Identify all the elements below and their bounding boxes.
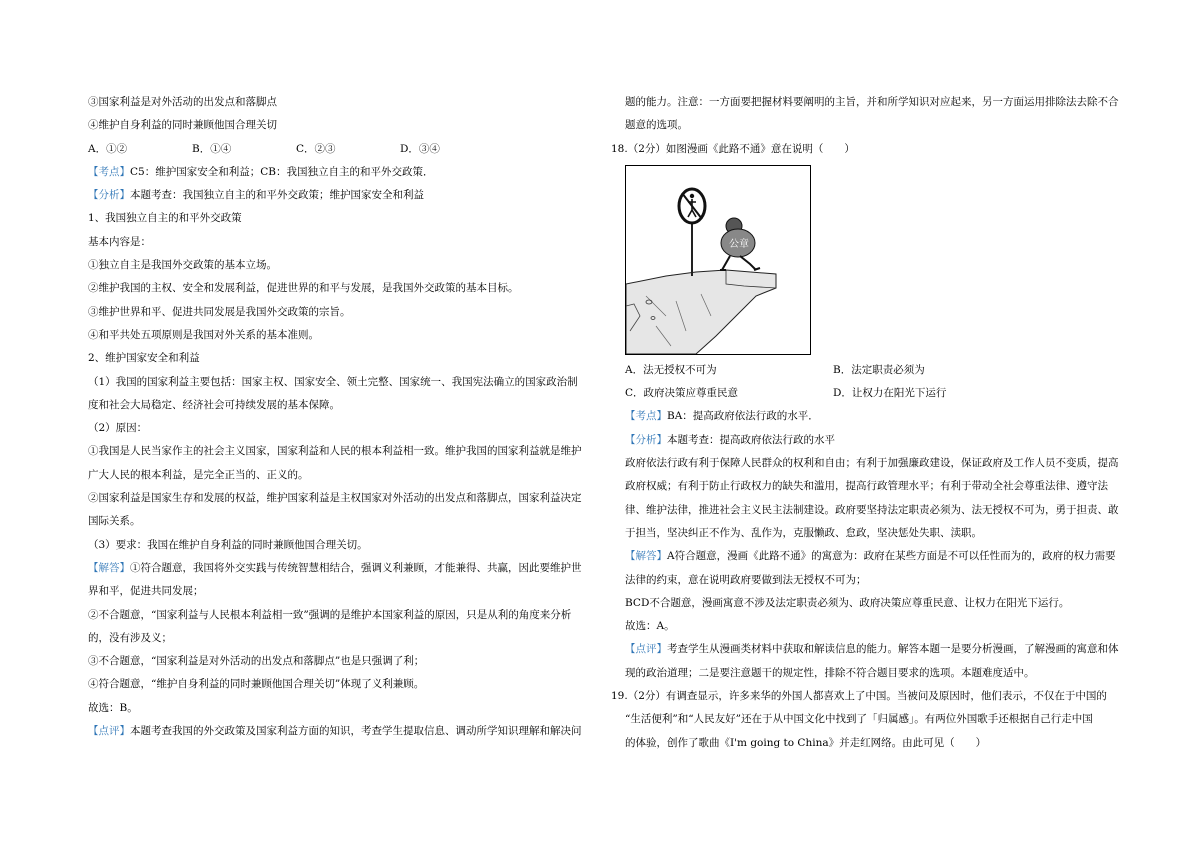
fenxi-line — [625, 429, 1130, 452]
sack-label: 公章 — [729, 238, 749, 250]
text-line: ③国家利益是对外活动的出发点和落脚点 — [88, 96, 277, 108]
text-line: “生活便利”和“人民友好”还在于从中国文化中找到了「归属感」。有两位外国歌手还根据自己行走中国 — [625, 713, 1093, 726]
q18-stem: 18.（2分）如图漫画《此路不通》意在说明（ ） — [611, 142, 855, 155]
text-line: ②国家利益是国家生存和发展的权益，维护国家利益是主权国家对外活动的出发点和落脚点，国家利益决定 — [88, 492, 582, 505]
text-line: 国际关系。 — [88, 515, 141, 528]
cartoon-svg — [626, 166, 810, 354]
text-line: ①独立自主是我国外交政策的基本立场。 — [88, 259, 277, 272]
text-line: 的体验，创作了歌曲《I'm going to China》并走红网络。由此可见（ ） — [625, 736, 987, 749]
left-column — [88, 91, 594, 743]
text-line: BCD不合题意，漫画寓意不涉及法定职责必须为、政府决策应尊重民意、让权力在阳光下运行。 — [625, 596, 1070, 609]
text-line: （3）要求：我国在维护自身利益的同时兼顾他国合理关切。 — [88, 538, 368, 551]
text-line: ③维护世界和平、促进共同发展是我国外交政策的宗旨。 — [88, 305, 351, 318]
jieda-tag: 【解答】 — [88, 561, 130, 574]
text-line: 题的能力。注意：一方面要把握材料要阐明的主旨，并和所学知识对应起来，另一方面运用排除法去除不合 — [625, 96, 1119, 108]
kaodian-tag: 【考点】 — [88, 165, 130, 178]
text-line: 现的政治道理；二是要注意题干的规定性，排除不符合题目要求的选项。本题难度适中。 — [625, 666, 1035, 679]
fenxi-text: 本题考查：提高政府依法行政的水平 — [667, 433, 835, 446]
dianping-line — [625, 638, 1130, 661]
option-d: D．③④ — [400, 142, 440, 155]
fenxi-tag: 【分析】 — [625, 433, 667, 446]
text-line: 政府依法行政有利于保障人民群众的权利和自由；有利于加强廉政建设，保证政府及工作人员不变质，提高 — [625, 457, 1119, 470]
option-a: A．①② — [88, 142, 128, 155]
dianping-line — [88, 720, 594, 743]
q18-options-row1 — [625, 359, 1130, 382]
text-line: ①我国是人民当家作主的社会主义国家，国家利益和人民的根本利益相一致。维护我国的国家利益就是维护 — [88, 445, 582, 458]
q18-options-row2 — [625, 382, 1130, 405]
fenxi-text: 本题考查：我国独立自主的和平外交政策；维护国家安全和利益 — [130, 189, 424, 202]
dianping-tag: 【点评】 — [88, 725, 130, 738]
jieda-text: A符合题意，漫画《此路不通》的寓意为：政府在某些方面是不可以任性而为的，政府的权力需要 — [667, 550, 1116, 563]
kaodian-line — [625, 405, 1130, 428]
text-line: ④和平共处五项原则是我国对外关系的基本准则。 — [88, 328, 319, 341]
text-line: 故选：A。 — [625, 620, 675, 633]
kaodian-text: BA：提高政府依法行政的水平． — [667, 410, 819, 423]
text-line: ③不合题意，“国家利益是对外活动的出发点和落脚点”也是只强调了利； — [88, 655, 425, 668]
fenxi-tag: 【分析】 — [88, 189, 130, 202]
dianping-text: 本题考查我国的外交政策及国家利益方面的知识，考查学生提取信息、调动所学知识理解和解决问 — [130, 725, 582, 738]
text-line: 界和平，促进共同发展； — [88, 585, 204, 598]
text-line: ②不合题意，“国家利益与人民根本利益相一致”强调的是维护本国家利益的原因，只是从利的角度来分析 — [88, 608, 572, 621]
option-c: C．政府决策应尊重民意 — [625, 387, 739, 400]
kaodian-tag: 【考点】 — [625, 410, 667, 423]
text-line: 度和社会大局稳定、经济社会可持续发展的基本保障。 — [88, 398, 340, 411]
text-line: 律、维护法律，推进社会主义民主法制建设。政府要坚持法定职责必须为、法无授权不可为，勇于担责、敢 — [625, 503, 1119, 516]
option-b: B．法定职责必须为 — [833, 363, 925, 376]
q17-options — [88, 138, 594, 161]
jieda-line — [625, 545, 1130, 568]
jieda-tag: 【解答】 — [625, 550, 667, 563]
cartoon-image — [625, 165, 811, 355]
dianping-tag: 【点评】 — [625, 643, 667, 656]
option-c: C．②③ — [296, 142, 336, 155]
kaodian-line — [88, 161, 594, 184]
option-a: A．法无授权不可为 — [625, 363, 717, 376]
jieda-line — [88, 557, 594, 580]
text-line: 的，没有涉及义； — [88, 631, 172, 644]
kaodian-text: C5：维护国家安全和利益；CB：我国独立自主的和平外交政策． — [130, 165, 434, 178]
text-line: 1、我国独立自主的和平外交政策 — [88, 212, 242, 225]
text-line: 故选：B。 — [88, 701, 138, 714]
fenxi-line — [88, 184, 594, 207]
text-line: 法律的约束，意在说明政府要做到法无授权不可为； — [625, 573, 867, 586]
text-line: （2）原因： — [88, 422, 148, 435]
jieda-text: ①符合题意，我国将外交实践与传统智慧相结合，强调义利兼顾，才能兼得、共赢，因此要维护世 — [130, 561, 582, 574]
text-line: 2、维护国家安全和利益 — [88, 352, 200, 365]
text-line: 于担当，坚决纠正不作为、乱作为，克服懒政、怠政，坚决惩处失职、渎职。 — [625, 526, 982, 539]
text-line: 政府权威；有利于防止行政权力的缺失和滥用，提高行政管理水平；有利于带动全社会尊重法律、遵守法 — [625, 480, 1108, 493]
cliff-shape — [626, 270, 776, 354]
dianping-text: 考查学生从漫画类材料中获取和解读信息的能力。解答本题一是要分析漫画，了解漫画的寓意和体 — [667, 643, 1119, 656]
text-line: 广大人民的根本利益，是完全正当的、正义的。 — [88, 468, 309, 481]
right-column — [611, 91, 1130, 755]
text-line: 基本内容是： — [88, 235, 151, 248]
option-b: B．①④ — [192, 142, 232, 155]
text-line: ④维护自身利益的同时兼顾他国合理关切 — [88, 119, 277, 132]
text-line: ④符合题意，“维护自身利益的同时兼顾他国合理关切”体现了义利兼顾。 — [88, 678, 425, 691]
text-line: （1）我国的国家利益主要包括：国家主权、国家安全、领土完整、国家统一、我国宪法确立的国家政治制 — [88, 375, 578, 388]
text-line: 题意的选项。 — [625, 119, 688, 132]
text-line: ②维护我国的主权、安全和发展利益，促进世界的和平与发展，是我国外交政策的基本目标。 — [88, 282, 519, 295]
person-legs — [722, 256, 756, 270]
option-d: D．让权力在阳光下运行 — [833, 387, 947, 400]
q19-stem: 19.（2分）有调查显示，许多来华的外国人都喜欢上了中国。当被问及原因时，他们表示，不仅在于中国的 — [611, 690, 1107, 703]
